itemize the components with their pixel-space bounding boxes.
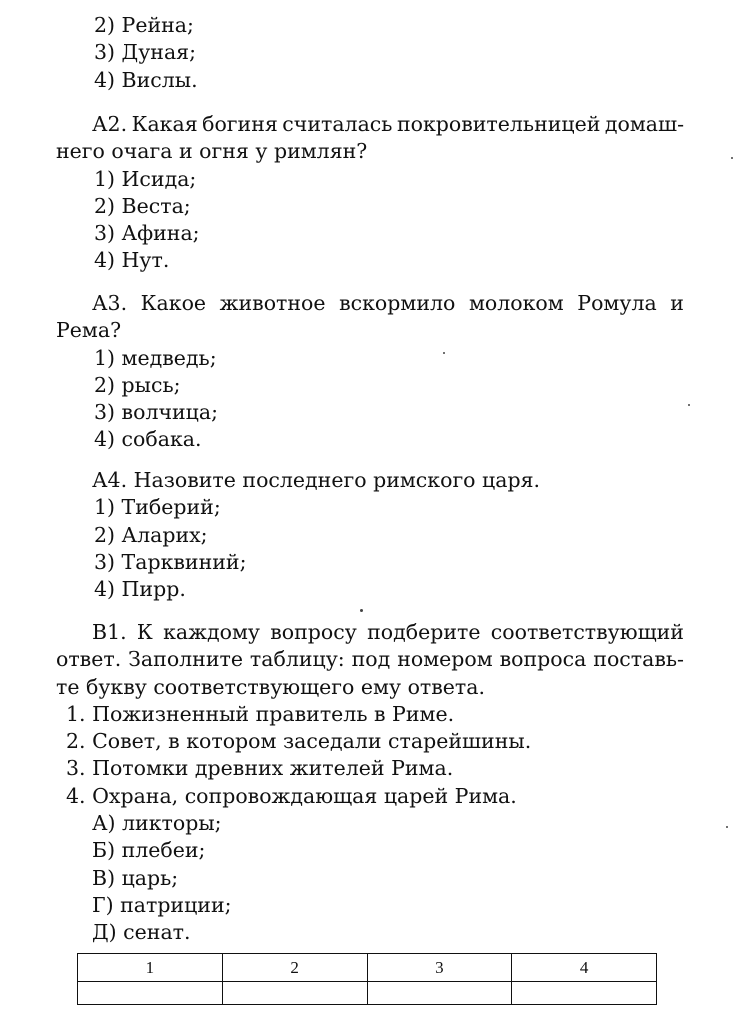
- option: 1) медведь;: [94, 345, 217, 370]
- question-text-line: ответ. Заполните таблицу: под номером вопроса поставь-: [56, 647, 684, 672]
- option: 3) Тарквиний;: [94, 549, 247, 574]
- matching-answer: Д) сенат.: [92, 920, 191, 945]
- question-text-line: него очага и огня у римлян?: [56, 139, 368, 164]
- scan-speck: [360, 609, 363, 612]
- matching-answer: В) царь;: [92, 865, 179, 890]
- question-text-line: те букву соответствующего ему ответа.: [56, 674, 485, 699]
- option: 4) Нут.: [94, 248, 170, 273]
- option: 3) волчица;: [94, 400, 218, 425]
- table-answer-row: [78, 982, 657, 1005]
- question-text-line: В1. К каждому вопросу подберите соответствующий: [92, 620, 684, 644]
- table-header-cell: 4: [512, 954, 657, 982]
- answer-cell[interactable]: [78, 982, 223, 1005]
- matching-question: 2. Совет, в котором заседали старейшины.: [66, 729, 532, 754]
- option: 1) Исида;: [94, 166, 197, 191]
- option: 2) Рейна;: [94, 13, 194, 37]
- option: 4) Вислы.: [94, 67, 198, 92]
- matching-answer: Г) патриции;: [92, 892, 232, 917]
- option: 4) собака.: [94, 427, 202, 452]
- option: 3) Дуная;: [94, 40, 197, 65]
- matching-question: 4. Охрана, сопровождающая царей Рима.: [66, 783, 517, 808]
- table-header-cell: 1: [78, 954, 223, 982]
- scan-speck: [688, 404, 690, 406]
- answer-cell[interactable]: [367, 982, 512, 1005]
- scan-speck: [731, 157, 733, 159]
- question-a2: [0, 111, 738, 275]
- answer-table: [77, 953, 657, 1005]
- table-header-row: [78, 954, 657, 982]
- option: 4) Пирр.: [94, 577, 186, 602]
- matching-answer: Б) плебеи;: [92, 838, 206, 863]
- matching-question: 1. Пожизненный правитель в Риме.: [66, 701, 455, 726]
- option: 2) рысь;: [94, 372, 181, 397]
- q1-tail: [0, 12, 738, 94]
- question-b1: [0, 619, 738, 947]
- matching-answer: А) ликторы;: [92, 811, 222, 836]
- table-header-cell: 2: [222, 954, 367, 982]
- option: 3) Афина;: [94, 221, 200, 246]
- answer-cell[interactable]: [222, 982, 367, 1005]
- table-header-cell: 3: [367, 954, 512, 982]
- option: 1) Тиберий;: [94, 495, 221, 520]
- question-a4: [0, 467, 738, 603]
- option: 2) Аларих;: [94, 522, 208, 547]
- question-a3: [0, 290, 738, 454]
- question-text-line: А2. Какая богиня считалась покровительницей домаш-: [92, 112, 684, 136]
- scan-speck: [726, 826, 728, 828]
- question-text-line: Рема?: [56, 318, 122, 343]
- scan-speck: [443, 352, 445, 354]
- question-text-line: А3. Какое животное вскормило молоком Ромула и: [92, 291, 684, 315]
- option: 2) Веста;: [94, 193, 191, 218]
- matching-question: 3. Потомки древних жителей Рима.: [66, 756, 454, 781]
- answer-cell[interactable]: [512, 982, 657, 1005]
- question-text-line: А4. Назовите последнего римского царя.: [92, 468, 541, 492]
